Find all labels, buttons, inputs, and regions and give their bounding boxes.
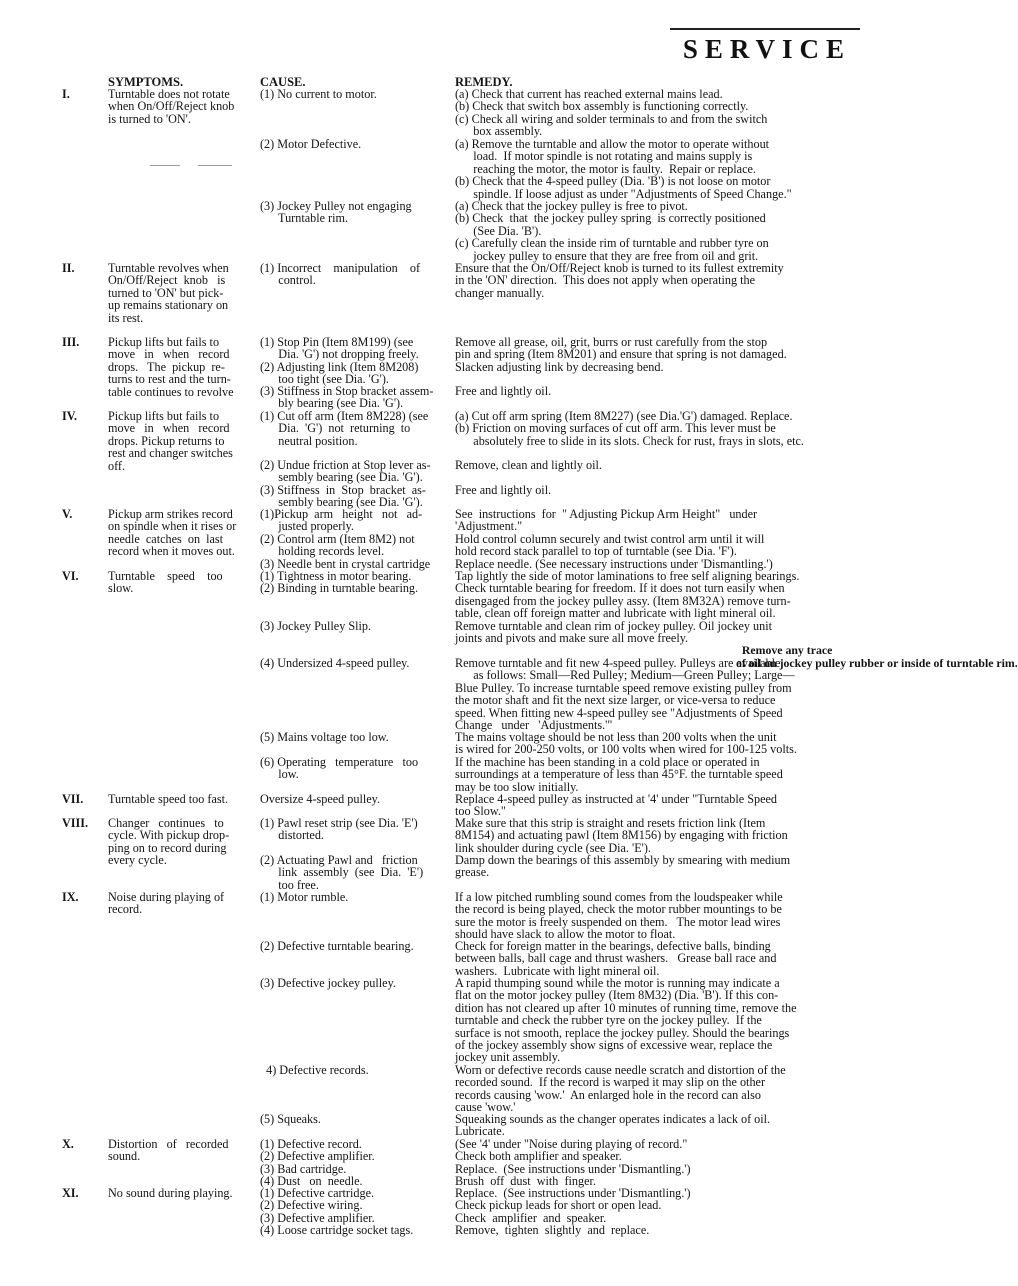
remedy-text: Check for foreign matter in the bearings, defective balls, binding between balls, ball cage and thrust washers. Grease ball race and washers. Lubricate with light mineral oil. bbox=[455, 939, 777, 978]
remedy-text: Free and lightly oil. bbox=[455, 483, 552, 497]
cause-text: (1) No current to motor. bbox=[260, 87, 377, 101]
cause-text: (1) Cut off arm (Item 8M228) (see Dia. 'G') not returning to neutral position. bbox=[260, 409, 429, 448]
row-number: VI. bbox=[62, 569, 79, 583]
symptom-text: Turntable revolves when On/Off/Reject knob is turned to 'ON' but pick- up remains stationary on its rest. bbox=[108, 261, 229, 325]
cause-text: (5) Squeaks. bbox=[260, 1112, 321, 1126]
cause-text: (1) Tightness in motor bearing. (2) Binding in turntable bearing. bbox=[260, 569, 419, 596]
cause-text: (5) Mains voltage too low. bbox=[260, 730, 389, 744]
cause-text: (1) Pawl reset strip (see Dia. 'E') distorted. bbox=[260, 816, 418, 843]
cause-text: Oversize 4-speed pulley. bbox=[260, 792, 381, 806]
remedy-text: Remove turntable and clean rim of jockey pulley. Oil jockey unit joints and pivots and make sure all move freely. bbox=[455, 619, 773, 646]
cause-text: (6) Operating temperature too low. bbox=[260, 755, 419, 782]
remedy-text: If the machine has been standing in a cold place or operated in surroundings at a temperature of less than 45°F. the turntable speed may be too slow initially. bbox=[455, 755, 783, 794]
cause-text: (3) Defective jockey pulley. bbox=[260, 976, 396, 990]
remedy-text: Replace. (See instructions under 'Dismantling.') Check pickup leads for short or open lead. Check amplifier and speaker. Remove, tighten slightly and replace. bbox=[455, 1186, 691, 1238]
symptom-text: Changer continues to cycle. With pickup drop- ping on to record during every cycle. bbox=[108, 816, 230, 868]
row-number: IX. bbox=[62, 890, 79, 904]
cause-text: (2) Defective turntable bearing. bbox=[260, 939, 414, 953]
cause-text: (1) Incorrect manipulation of control. bbox=[260, 261, 421, 288]
scan-mark bbox=[198, 165, 232, 166]
cause-text: (1) Defective cartridge. (2) Defective wiring. (3) Defective amplifier. (4) Loose cartridge socket tags. bbox=[260, 1186, 414, 1238]
remedy-text: Replace 4-speed pulley as instructed at '4' under "Turntable Speed too Slow." bbox=[455, 792, 777, 819]
symptom-text: Distortion of recorded sound. bbox=[108, 1137, 229, 1164]
row-number: V. bbox=[62, 507, 73, 521]
remedy-text: Remove, clean and lightly oil. bbox=[455, 458, 602, 472]
cause-text: (2) Undue friction at Stop lever as- sembly bearing (see Dia. 'G'). (3) Stiffness in Stop bracket as- sembly bearing (see Dia. 'G'). bbox=[260, 458, 431, 510]
remedy-text: (a) Cut off arm spring (Item 8M227) (see Dia.'G') damaged. Replace. (b) Friction on moving surfaces of cut off arm. This lever must be absolutely free to slide in its slots. Check for rust, frays in slots, etc. bbox=[455, 409, 804, 448]
cause-text: (2) Motor Defective. bbox=[260, 137, 362, 151]
remedy-text: Tap lightly the side of motor laminations to free self aligning bearings. Check turntable bearing for freedom. If it does not turn easily when disengaged from the jockey pulley assy. (Item 8M32A) remove turn- table, clean off foreign matter and lubricate with light mineral oil. bbox=[455, 569, 800, 621]
row-number: VII. bbox=[62, 792, 84, 806]
symptom-text: No sound during playing. bbox=[108, 1186, 233, 1200]
remedy-header: REMEDY. bbox=[455, 75, 513, 89]
cause-text: (1) Motor rumble. bbox=[260, 890, 349, 904]
remedy-text: Ensure that the On/Off/Reject knob is turned to its fullest extremity in the 'ON' direction. This does not apply when operating the changer manually. bbox=[455, 261, 784, 300]
cause-text: (4) Undersized 4-speed pulley. bbox=[260, 656, 410, 670]
row-number: II. bbox=[62, 261, 75, 275]
symptoms-header: SYMPTOMS. bbox=[108, 75, 184, 89]
row-number: IV. bbox=[62, 409, 78, 423]
remedy-text: Free and lightly oil. bbox=[455, 384, 552, 398]
remedy-text: If a low pitched rumbling sound comes from the loudspeaker while the record is being played, check the motor rubber mountings to be sure the motor is freely suspended on them. The motor lead wires should have slack to allow the motor to float. bbox=[455, 890, 783, 942]
remedy-text: The mains voltage should be not less than 200 volts when the unit is wired for 200-250 volts, or 100 volts when wired for 100-125 volts. bbox=[455, 730, 797, 757]
row-number: VIII. bbox=[62, 816, 89, 830]
cause-text: (3) Stiffness in Stop bracket assem- bly bearing (see Dia. 'G'). bbox=[260, 384, 434, 411]
symptom-text: Noise during playing of record. bbox=[108, 890, 225, 917]
remedy-text: (a) Check that the jockey pulley is free to pivot. (b) Check that the jockey pulley spring is correctly positioned (See Dia. 'B'). (c) Carefully clean the inside rim of turntable and rubber tyre on jockey pulley to ensure that they are free from oil and grit. bbox=[455, 199, 769, 263]
remedy-text: Squeaking sounds as the changer operates indicates a lack of oil. Lubricate. bbox=[455, 1112, 771, 1139]
symptom-text: Turntable speed too slow. bbox=[108, 569, 223, 596]
cause-text: (1) Defective record. (2) Defective amplifier. (3) Bad cartridge. (4) Dust on needle. bbox=[260, 1137, 375, 1189]
row-number: X. bbox=[62, 1137, 74, 1151]
remedy-text: Make sure that this strip is straight and resets friction link (Item 8M154) and actuating pawl (Item 8M156) by engaging with friction link shoulder during cycle (see Dia. 'E'). bbox=[455, 816, 788, 855]
cause-text: (1) Stop Pin (Item 8M199) (see Dia. 'G') not dropping freely. (2) Adjusting link (Item 8M208) too tight (see Dia. 'G'). bbox=[260, 335, 419, 387]
remedy-text: (a) Check that current has reached external mains lead. (b) Check that switch box assembly is functioning correctly. (c) Check all wiring and solder terminals to and from the switch box assembly. bbox=[455, 87, 768, 139]
cause-text: (1)Pickup arm height not ad- justed properly. (2) Control arm (Item 8M2) not holding records level. (3) Needle bent in crystal cartridge bbox=[260, 507, 431, 571]
row-number: I. bbox=[62, 87, 70, 101]
cause-text: (2) Actuating Pawl and friction link assembly (see Dia. 'E') too free. bbox=[260, 853, 424, 892]
cause-text: (3) Jockey Pulley Slip. bbox=[260, 619, 372, 633]
symptom-text: Pickup arm strikes record on spindle when it rises or needle catches on last record when it moves out. bbox=[108, 507, 237, 559]
symptom-text: Pickup lifts but fails to move in when record drops. Pickup returns to rest and changer switches off. bbox=[108, 409, 233, 473]
symptom-text: Turntable does not rotate when On/Off/Reject knob is turned to 'ON'. bbox=[108, 87, 235, 126]
bold-note bbox=[736, 632, 1018, 669]
symptom-text: Pickup lifts but fails to move in when record drops. The pickup re- turns to rest and the turn- table continues to revolve bbox=[108, 335, 234, 399]
remedy-text: (a) Remove the turntable and allow the motor to operate without load. If motor spindle is not rotating and mains supply is reaching the motor, the motor is faulty. Repair or replace. (b) Check that the 4-speed pulley (Dia. 'B') is not loose on motor spindle. If loose adjust as under "Adjustments of Speed Change." bbox=[455, 137, 792, 201]
scan-mark bbox=[150, 165, 180, 166]
cause-text: 4) Defective records. bbox=[260, 1063, 369, 1077]
bold-note-text: Remove any trace of oil on jockey pulley rubber or inside of turntable rim. bbox=[736, 643, 1018, 670]
remedy-text: Remove turntable and fit new 4-speed pulley. Pulleys are available as follows: Small—Red Pulley; Medium—Green Pulley; Large— Blue Pulley. To increase turntable speed remove existing pulley from the motor shaft and fit the next size larger, or vice-versa to reduce speed. When fitting new 4-speed pulley see "Adjustments of Speed Change under 'Adjustments.'" bbox=[455, 656, 795, 733]
cause-text: (3) Jockey Pulley not engaging Turntable rim. bbox=[260, 199, 412, 226]
remedy-text: Worn or defective records cause needle scratch and distortion of the recorded sound. If the record is warped it may slip on the other records causing 'wow.' An enlarged hole in the record can also cause 'wow.' bbox=[455, 1063, 786, 1115]
remedy-text: See instructions for " Adjusting Pickup Arm Height" under 'Adjustment." Hold control column securely and twist control arm until it will hold record stack parallel to top of turntable (see Dia. 'F'). Replace needle. (See necessary instructions under 'Dismantling.') bbox=[455, 507, 773, 571]
row-number: XI. bbox=[62, 1186, 79, 1200]
remedy-text: (See '4' under "Noise during playing of record." Check both amplifier and speaker. Replace. (See instructions under 'Dismantling.') Brush off dust with finger. bbox=[455, 1137, 691, 1189]
remedy-text: A rapid thumping sound while the motor is running may indicate a flat on the motor jockey pulley (Item 8M32) (Dia. 'B'). If this con- dition has not cleared up after 10 minutes of running time, remove the turntable and check the rubber tyre on the jockey pulley. If the surface is not smooth, replace the jockey pulley. Should the bearings of the jockey assembly show signs of excessive wear, replace the jockey unit assembly. bbox=[455, 976, 797, 1065]
cause-header: CAUSE. bbox=[260, 75, 306, 89]
symptom-text: Turntable speed too fast. bbox=[108, 792, 229, 806]
top-rule bbox=[670, 28, 860, 30]
row-number: III. bbox=[62, 335, 80, 349]
remedy-text: Damp down the bearings of this assembly by smearing with medium grease. bbox=[455, 853, 791, 880]
page-title: SERVICE bbox=[682, 34, 851, 64]
remedy-text: Remove all grease, oil, grit, burrs or rust carefully from the stop pin and spring (Item 8M201) and ensure that spring is not damaged. Slacken adjusting link by decreasing bend. bbox=[455, 335, 787, 374]
